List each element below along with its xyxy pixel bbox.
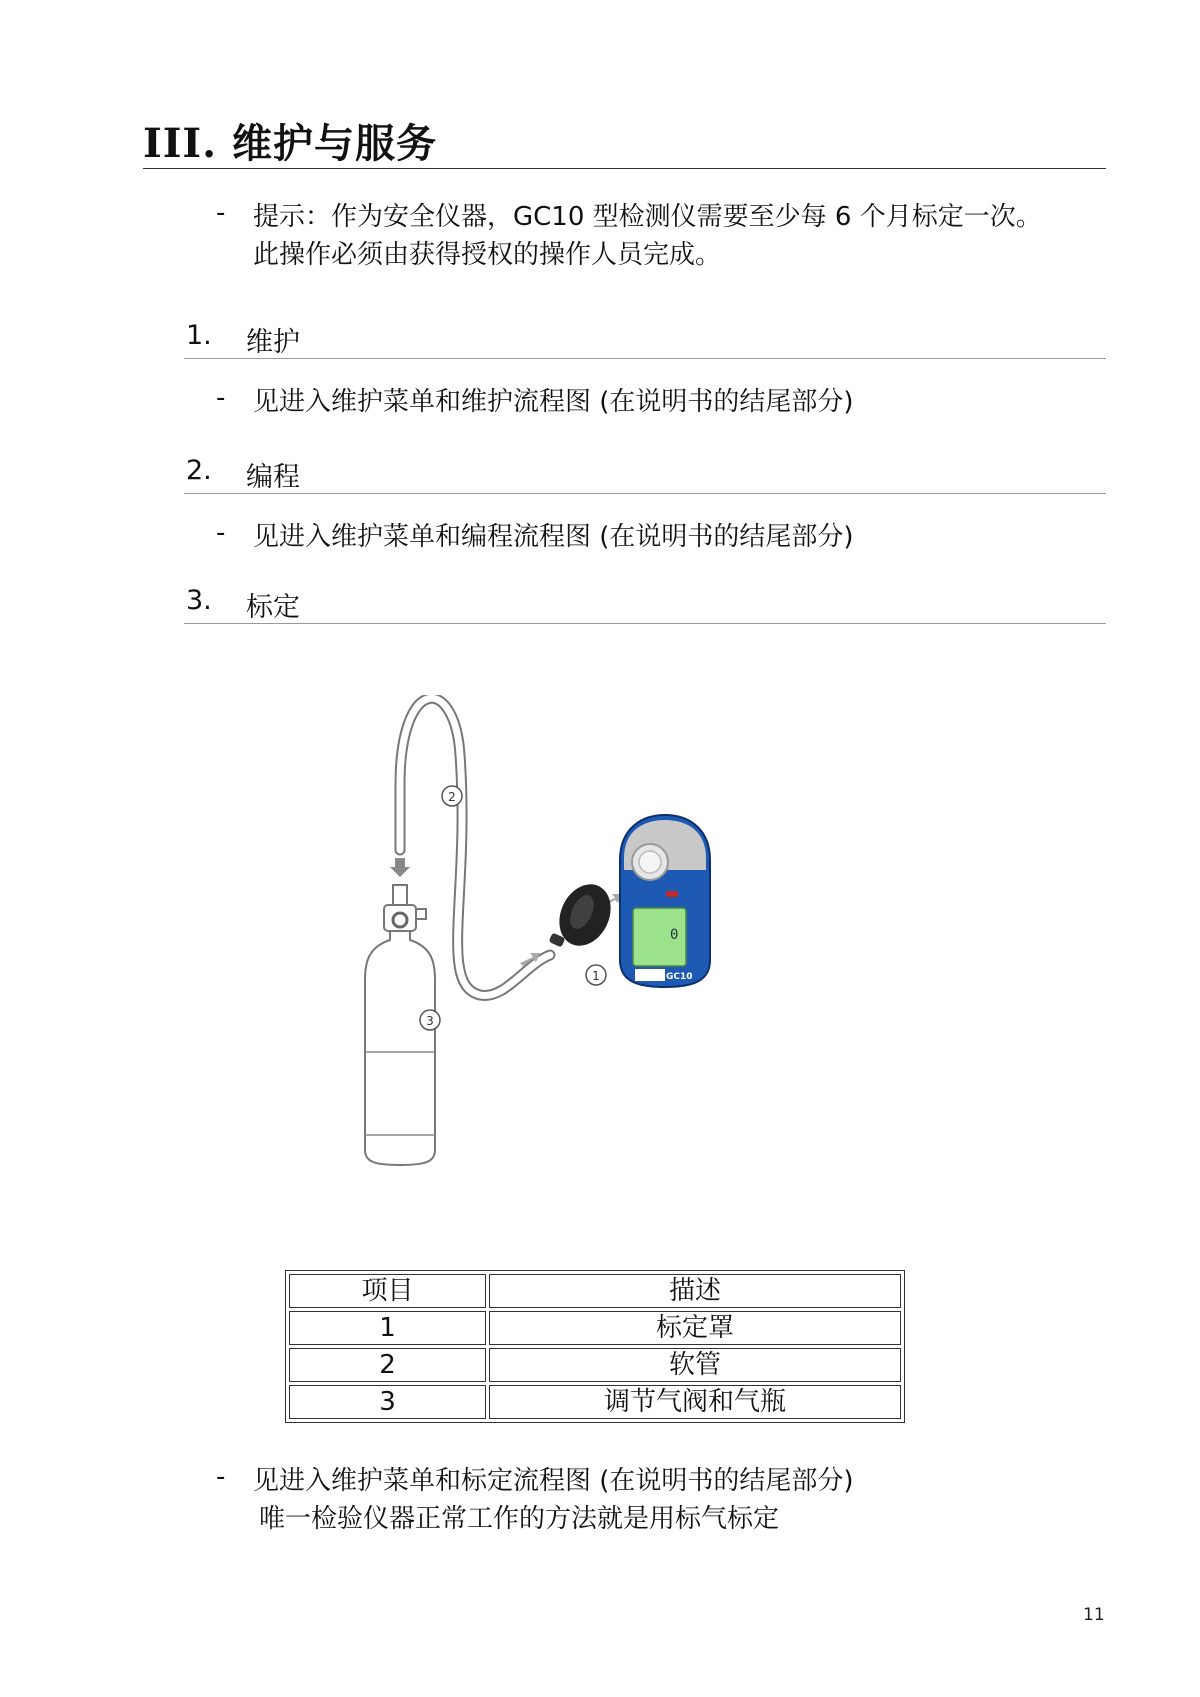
table-cell: 软管	[489, 1348, 901, 1382]
callout-2-label: 2	[448, 790, 456, 804]
table-header-cell: 项目	[289, 1274, 486, 1308]
section-number: 1.	[186, 320, 212, 351]
notice-line-2: 此操作必须由获得授权的操作人员完成。	[253, 240, 722, 270]
valve-stem	[393, 885, 407, 907]
regulator-outlet	[416, 909, 426, 919]
page-title: III. 维护与服务	[143, 120, 437, 167]
device-label: GC10	[666, 972, 693, 982]
page-number: 11	[1083, 1605, 1105, 1625]
section-divider	[184, 493, 1106, 494]
footer-line-2: 唯一检验仪器正常工作的方法就是用标气标定	[259, 1504, 780, 1534]
table-cell: 3	[289, 1385, 486, 1419]
section-divider	[184, 358, 1106, 359]
table-header-cell: 描述	[489, 1274, 901, 1308]
gas-cylinder	[365, 931, 435, 1165]
callout-1-label: 1	[592, 969, 600, 983]
lcd-digits: 0	[670, 927, 679, 943]
section-number: 2.	[186, 455, 212, 486]
bullet-dash: -	[216, 1462, 226, 1492]
section-label: 编程	[246, 462, 300, 493]
footer-line-1: 见进入维护菜单和标定流程图 (在说明书的结尾部分)	[253, 1466, 854, 1496]
table-header-row	[289, 1274, 901, 1308]
notice-line-1: 提示：作为安全仪器，GC10 型检测仪需要至少每 6 个月标定一次。	[253, 202, 1042, 232]
bullet-text: 见进入维护菜单和编程流程图 (在说明书的结尾部分)	[253, 522, 854, 552]
table-cell: 标定罩	[489, 1311, 901, 1345]
table-cell: 1	[289, 1311, 486, 1345]
led-indicator	[666, 891, 678, 897]
table-row	[289, 1311, 901, 1345]
table-cell: 2	[289, 1348, 486, 1382]
sensor-inner	[639, 851, 661, 873]
table-row	[289, 1385, 901, 1419]
bullet-dash: -	[216, 198, 226, 228]
bullet-text: 见进入维护菜单和维护流程图 (在说明书的结尾部分)	[253, 387, 854, 417]
bullet-dash: -	[216, 383, 226, 413]
title-divider	[143, 168, 1106, 169]
down-arrow-icon	[390, 858, 410, 877]
section-number: 3.	[186, 585, 212, 616]
table-row	[289, 1348, 901, 1382]
calibration-setup-illustration	[320, 695, 740, 1195]
items-table	[285, 1270, 905, 1423]
bullet-dash: -	[216, 518, 226, 548]
section-label: 维护	[246, 327, 300, 358]
regulator-knob	[393, 913, 407, 927]
section-divider	[184, 623, 1106, 624]
callout-3-label: 3	[426, 1014, 434, 1028]
table-cell: 调节气阀和气瓶	[489, 1385, 901, 1419]
brand-label	[635, 969, 665, 981]
section-label: 标定	[246, 592, 300, 623]
